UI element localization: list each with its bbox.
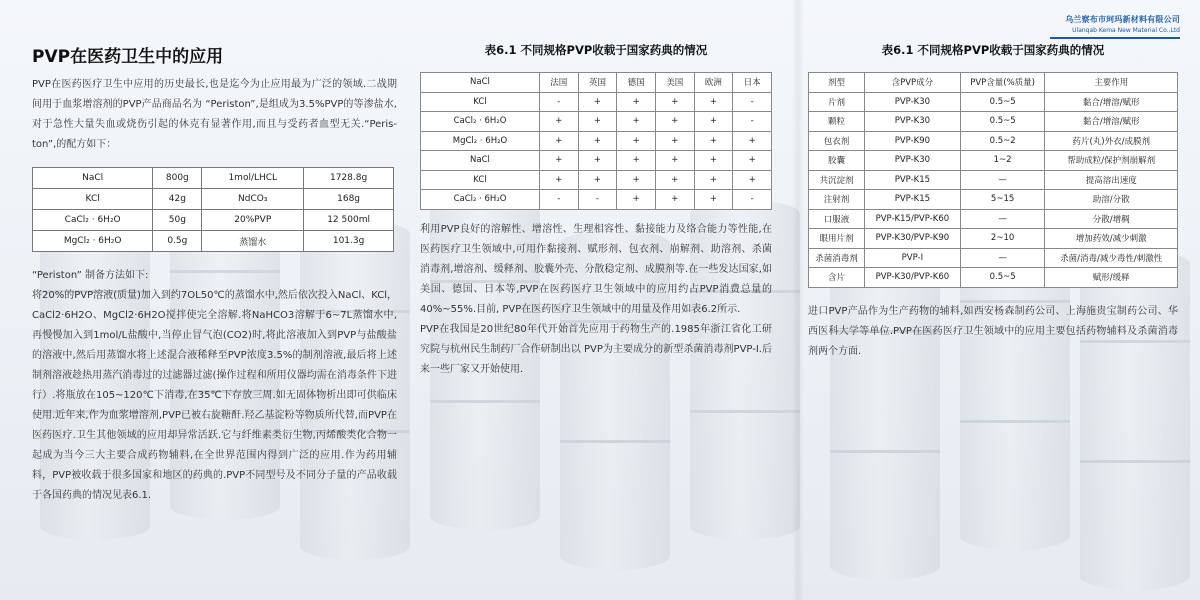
table-cell: 0.5~5 — [960, 92, 1045, 112]
column-header: 日本 — [733, 73, 772, 93]
table-cell: 50g — [153, 210, 202, 231]
table-row — [421, 170, 772, 190]
table-row — [421, 190, 772, 210]
table-cell: CaCl₂ · 6H₂O — [33, 210, 153, 231]
table-cell: PVP-K15/PVP-K60 — [864, 209, 960, 229]
imports-paragraph: 进口PVP产品作为生产药物的辅料,如西安杨森制药公司、上海施贵宝制药公司、华西医科大学等单位.PVP在医药医疗卫生领域中的应用主要包括药物辅料及杀菌消毒剂两个方面. — [808, 305, 1178, 357]
brand-underline — [1050, 37, 1180, 39]
table-cell: 168g — [304, 189, 394, 210]
table-cell: + — [733, 151, 772, 171]
table-cell: + — [694, 190, 733, 210]
table-cell: PVP-K15 — [864, 170, 960, 190]
table-row — [809, 131, 1178, 151]
table-cell: 42g — [153, 189, 202, 210]
table-cell: - — [578, 190, 617, 210]
table-cell: 800g — [153, 168, 202, 189]
table-cell: 药片(丸)外衣/成膜剂 — [1045, 131, 1178, 151]
history-paragraph: PVP在我国是20世纪80年代开始首先应用于药物生产的.1985年浙江省化工研究院与杭州民生制药厂合作研制出以 PVP为主要成分的新型杀菌消毒剂PVP-I.后来一些厂家又开始使用. — [420, 323, 772, 375]
table-cell: 注射剂 — [809, 190, 865, 210]
table-cell: PVP-K30 — [864, 92, 960, 112]
table-cell: MgCl₂ · 6H₂O — [33, 231, 153, 252]
table-cell: + — [578, 151, 617, 171]
table-cell: 5~15 — [960, 190, 1045, 210]
table-cell: 杀菌/消毒/减少毒性/刺激性 — [1045, 248, 1178, 268]
table-cell: + — [694, 92, 733, 112]
recipe-table — [32, 167, 394, 252]
table-row — [809, 268, 1178, 288]
table-cell: PVP-K90 — [864, 131, 960, 151]
table-cell: + — [539, 151, 578, 171]
left-column — [32, 42, 397, 506]
table-cell: 提高溶出速度 — [1045, 170, 1178, 190]
column-header: 德国 — [617, 73, 656, 93]
dosage-form-table — [808, 72, 1178, 288]
column-header: 欧洲 — [694, 73, 733, 93]
table-cell: + — [694, 170, 733, 190]
table-row — [809, 248, 1178, 268]
table-cell: 1728.8g — [304, 168, 394, 189]
brand-name-en: Ulanqab Kema New Material Co.,Ltd — [1072, 27, 1180, 34]
table-cell: PVP-K30 — [864, 112, 960, 132]
table-cell: - — [733, 92, 772, 112]
method-heading: “Periston” 制备方法如下: — [32, 270, 149, 281]
column-header: 剂型 — [809, 73, 865, 93]
page-gutter — [792, 0, 804, 600]
table-cell: + — [655, 170, 694, 190]
table-row — [809, 209, 1178, 229]
table-cell: PVP-K30 — [864, 151, 960, 171]
table-cell: + — [617, 151, 656, 171]
intro-paragraph: PVP在医药医疗卫生中应用的历史最长,也是迄今为止应用最为广泛的领域.二战期间用于血浆增溶剂的PVP产品商品名为 “Periston”,是组成为3.5%PVP的等渗盐水,对于急性大量失血或烧伤引起的休克有显著作用,而且与受药者血型无关.“Peris-ton”,的配方如下： — [32, 79, 397, 150]
table-cell: + — [655, 131, 694, 151]
table-cell: + — [655, 190, 694, 210]
table-header-row — [809, 73, 1178, 93]
pharmacopoeia-table — [420, 72, 772, 210]
column-header: NaCl — [421, 73, 540, 93]
table-title: 表6.1 不同规格PVP收载于国家药典的情况 — [484, 43, 708, 57]
table-cell: + — [617, 170, 656, 190]
table-cell: 12 500ml — [304, 210, 394, 231]
table-cell: - — [733, 112, 772, 132]
table-cell: - — [733, 190, 772, 210]
table-cell: + — [617, 190, 656, 210]
table-row — [809, 170, 1178, 190]
applications-paragraph: 利用PVP良好的溶解性、增溶性、生理相容性、黏接能力及络合能力等性能,在医药医疗卫生领域中,可用作黏接剂、赋形剂、包衣剂、崩解剂、助溶剂、杀菌消毒剂,增溶剂、缓释剂、胶囊外壳、分散稳定剂、成膜剂等.在一些发达国家,如美国、德国、日本等,PVP在医药医疗卫生领域中的应用约占PVP消费总量的40%~55%.目前, PVP在医药医疗卫生领域中的用量及作用如表6.2所示. — [420, 223, 772, 315]
table-cell: — — [960, 248, 1045, 268]
column-header: 法国 — [539, 73, 578, 93]
table-row — [33, 168, 394, 189]
column-header: 主要作用 — [1045, 73, 1178, 93]
table-cell: + — [694, 112, 733, 132]
table-cell: 蒸馏水 — [202, 231, 304, 252]
table-cell: + — [617, 92, 656, 112]
table-cell: + — [733, 170, 772, 190]
table-cell: 0.5g — [153, 231, 202, 252]
table-cell: + — [655, 112, 694, 132]
column-header: 英国 — [578, 73, 617, 93]
table-cell: 共沉淀剂 — [809, 170, 865, 190]
table-cell: 黏合/增溶/赋形 — [1045, 92, 1178, 112]
table-cell: - — [539, 190, 578, 210]
table-cell: 增加药效/减少刺激 — [1045, 229, 1178, 249]
table-row — [33, 189, 394, 210]
table-title: 表6.1 不同规格PVP收载于国家药典的情况 — [881, 43, 1105, 57]
table-cell: + — [578, 170, 617, 190]
table-cell: 分散/增稠 — [1045, 209, 1178, 229]
column-header: 含PVP成分 — [864, 73, 960, 93]
table-cell: + — [694, 151, 733, 171]
table-cell: PVP-K30/PVP-K90 — [864, 229, 960, 249]
table-cell: + — [578, 112, 617, 132]
table-cell: + — [578, 131, 617, 151]
column-header: PVP含量(%质量) — [960, 73, 1045, 93]
table-row — [421, 92, 772, 112]
table-row — [421, 151, 772, 171]
table-cell: 0.5~5 — [960, 268, 1045, 288]
table-cell: + — [655, 151, 694, 171]
table-cell: — — [960, 209, 1045, 229]
table-row — [809, 229, 1178, 249]
table-row — [33, 210, 394, 231]
table-cell: + — [617, 131, 656, 151]
table-cell: NaCl — [33, 168, 153, 189]
method-paragraph: 将20%的PVP溶液(质量)加入到约7OL50℃的蒸馏水中,然后依次投入NaCl、KCl，CaCl2·6H2O、MgCl2·6H2O搅拌使完全溶解.将NaHCO3溶解于6~7L蒸馏水中,再慢慢加入到1mol/L盐酸中,当停止冒气泡(CO2)时,将此溶液加入到PVP与盐酸盐的溶液中,然后用蒸馏水将上述混合液稀释至PVP浓度3.5%的制剂溶液,最后将上述制剂溶液趁热用蒸汽消毒过的过滤器过滤(操作过程和所用仪器均需在消毒条件下进行）.将瓶放在105~120℃下消毒,在35℃下存放三周.如无固体物析出即可供临床使用.近年来,作为血浆增溶剂,PVP已被右旋糖酐.羟乙基淀粉等物质所代替,而PVP在医药医疗.卫生其他领域的应用却异常活跃.它与纤维素类衍生物,丙烯酸类化合物一起成为当今三大主要合成药物辅料,在全世界范围内得到广泛的应用.作为药用辅料，PVP被收载于很多国家和地区的药典的.PVP不同型号及不同分子量的产品收载于各国药典的情况见表6.1. — [32, 290, 398, 501]
table-cell: 赋形/缓释 — [1045, 268, 1178, 288]
brand-logo — [1050, 14, 1180, 39]
table-cell: PVP-K15 — [864, 190, 960, 210]
table-cell: + — [694, 131, 733, 151]
table-cell: 包衣剂 — [809, 131, 865, 151]
table-row — [33, 231, 394, 252]
table-cell: 0.5~5 — [960, 112, 1045, 132]
table-header-row — [421, 73, 772, 93]
table-row — [809, 112, 1178, 132]
table-cell: KCl — [421, 170, 540, 190]
table-row — [809, 92, 1178, 112]
table-cell: + — [578, 92, 617, 112]
table-cell: 颗粒 — [809, 112, 865, 132]
table-cell: CaCl₂ · 6H₂O — [421, 112, 540, 132]
table-cell: MgCl₂ · 6H₂O — [421, 131, 540, 151]
table-cell: + — [539, 131, 578, 151]
table-cell: + — [539, 112, 578, 132]
table-cell: NaCl — [421, 151, 540, 171]
table-row — [421, 112, 772, 132]
table-cell: KCl — [33, 189, 153, 210]
table-cell: PVP-K30/PVP-K60 — [864, 268, 960, 288]
table-cell: 胶囊 — [809, 151, 865, 171]
table-cell: + — [539, 170, 578, 190]
table-row — [421, 131, 772, 151]
table-cell: - — [539, 92, 578, 112]
table-cell: 口服液 — [809, 209, 865, 229]
table-row — [809, 190, 1178, 210]
table-cell: 助溶/分散 — [1045, 190, 1178, 210]
table-cell: 101.3g — [304, 231, 394, 252]
table-cell: 黏合/增溶/赋形 — [1045, 112, 1178, 132]
table-cell: 2~10 — [960, 229, 1045, 249]
table-cell: 含片 — [809, 268, 865, 288]
table-cell: + — [617, 112, 656, 132]
table-cell: PVP-I — [864, 248, 960, 268]
table-cell: 杀菌消毒剂 — [809, 248, 865, 268]
table-cell: 1~2 — [960, 151, 1045, 171]
table-cell: + — [733, 131, 772, 151]
table-cell: 20%PVP — [202, 210, 304, 231]
brand-name-cn: 乌兰察布市珂玛新材料有限公司 — [1065, 15, 1180, 24]
table-cell: — — [960, 170, 1045, 190]
column-header: 美国 — [655, 73, 694, 93]
right-column — [808, 42, 1178, 362]
table-cell: 眼用片剂 — [809, 229, 865, 249]
table-cell: + — [655, 92, 694, 112]
table-cell: KCl — [421, 92, 540, 112]
table-cell: 片剂 — [809, 92, 865, 112]
table-cell: CaCl₂ · 6H₂O — [421, 190, 540, 210]
table-cell: NdCO₃ — [202, 189, 304, 210]
table-cell: 0.5~2 — [960, 131, 1045, 151]
table-row — [809, 151, 1178, 171]
page-title: PVP在医药卫生中的应用 — [32, 47, 224, 67]
table-cell: 帮助成粒/保护剂崩解剂 — [1045, 151, 1178, 171]
middle-column — [420, 42, 772, 380]
table-cell: 1mol/LHCL — [202, 168, 304, 189]
